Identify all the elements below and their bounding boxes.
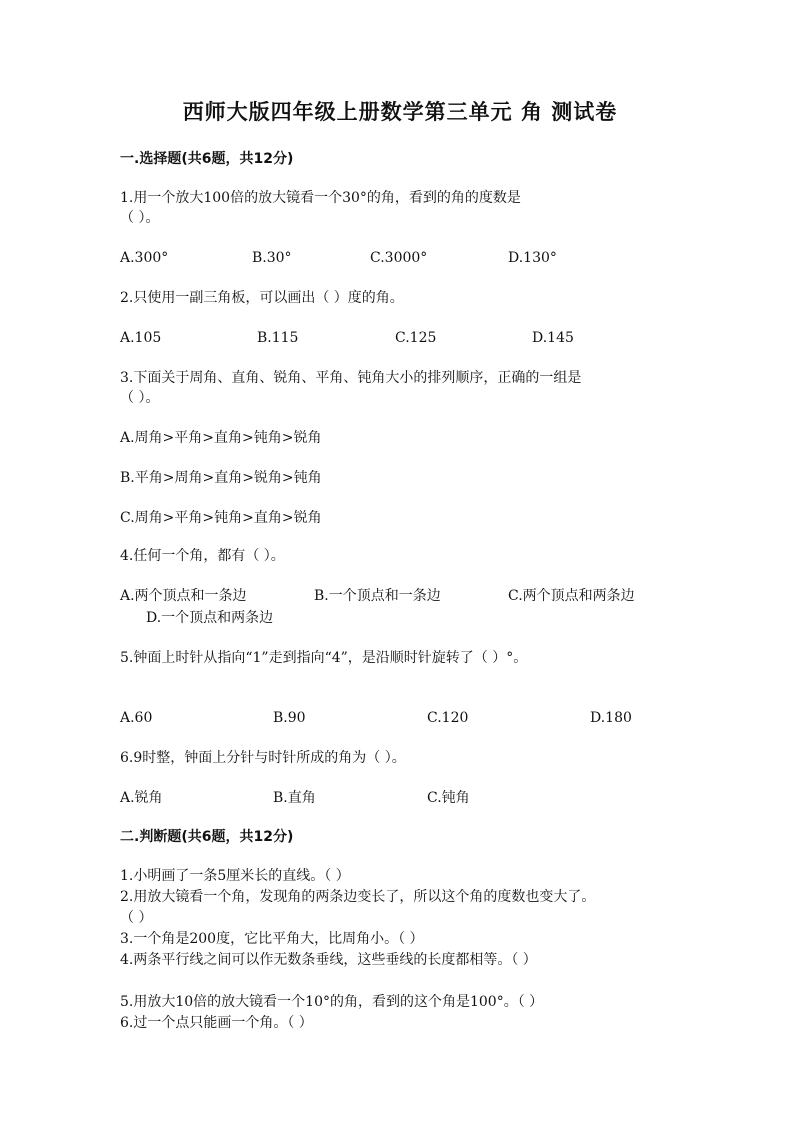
question-1-option-c: C.3000° bbox=[370, 250, 428, 266]
judgement-item-1: 1.小明画了一条5厘米长的直线。（ ） bbox=[120, 868, 350, 884]
judgement-item-3: 3.一个角是200度，它比平角大，比周角小。（ ） bbox=[120, 931, 424, 947]
question-2-text: 2.只使用一副三角板，可以画出（ ）度的角。 bbox=[120, 290, 404, 306]
section-heading-choice: 一.选择题(共6题，共12分) bbox=[120, 151, 294, 167]
question-1-option-d: D.130° bbox=[508, 250, 557, 266]
question-3-text: 3.下面关于周角、直角、锐角、平角、钝角大小的排列顺序，正确的一组是 bbox=[120, 370, 582, 386]
question-3-option-a: A.周角>平角>直角>钝角>锐角 bbox=[120, 430, 322, 446]
judgement-item-6: 6.过一个点只能画一个角。（ ） bbox=[120, 1015, 313, 1031]
question-4-option-c: C.两个顶点和两条边 bbox=[508, 588, 635, 604]
question-1-option-a: A.300° bbox=[120, 250, 169, 266]
question-2-option-c: C.125 bbox=[395, 330, 437, 346]
question-6-option-c: C.钝角 bbox=[427, 790, 470, 806]
question-4-option-b: B.一个顶点和一条边 bbox=[314, 588, 441, 604]
question-4-text: 4.任何一个角，都有（ ）。 bbox=[120, 548, 285, 564]
question-2-option-d: D.145 bbox=[532, 330, 574, 346]
question-5-option-c: C.120 bbox=[427, 710, 469, 726]
question-6-option-a: A.锐角 bbox=[120, 790, 163, 806]
question-2-option-b: B.115 bbox=[257, 330, 299, 346]
question-1-text: 1.用一个放大100倍的放大镜看一个30°的角，看到的角的度数是 bbox=[120, 190, 521, 206]
section-heading-judgement: 二.判断题(共6题，共12分) bbox=[120, 829, 294, 845]
judgement-item-2-blank: （ ） bbox=[120, 910, 153, 926]
question-5-option-a: A.60 bbox=[120, 710, 153, 726]
question-4-option-a: A.两个顶点和一条边 bbox=[120, 588, 247, 604]
question-3-option-b: B.平角>周角>直角>锐角>钝角 bbox=[120, 470, 322, 486]
page-title: 西师大版四年级上册数学第三单元 角 测试卷 bbox=[182, 100, 618, 124]
question-1-option-b: B.30° bbox=[252, 250, 292, 266]
question-2-option-a: A.105 bbox=[120, 330, 162, 346]
judgement-item-5: 5.用放大10倍的放大镜看一个10°的角，看到的这个角是100°。（ ） bbox=[120, 994, 544, 1010]
question-3-option-c: C.周角>平角>钝角>直角>锐角 bbox=[120, 510, 322, 526]
question-6-text: 6.9时整，钟面上分针与时针所成的角为（ ）。 bbox=[120, 750, 406, 766]
question-1-blank: （ ）。 bbox=[120, 210, 160, 226]
question-5-text: 5.钟面上时针从指向“1”走到指向“4”，是沿顺时针旋转了（ ）°。 bbox=[120, 650, 528, 666]
question-5-option-d: D.180 bbox=[590, 710, 632, 726]
question-5-option-b: B.90 bbox=[273, 710, 306, 726]
judgement-item-2: 2.用放大镜看一个角，发现角的两条边变长了，所以这个角的度数也变大了。 bbox=[120, 889, 596, 905]
question-4-option-d: D.一个顶点和两条边 bbox=[146, 610, 274, 626]
question-6-option-b: B.直角 bbox=[273, 790, 316, 806]
question-3-blank: （ ）。 bbox=[120, 390, 160, 406]
judgement-item-4: 4.两条平行线之间可以作无数条垂线，这些垂线的长度都相等。（ ） bbox=[120, 952, 537, 968]
